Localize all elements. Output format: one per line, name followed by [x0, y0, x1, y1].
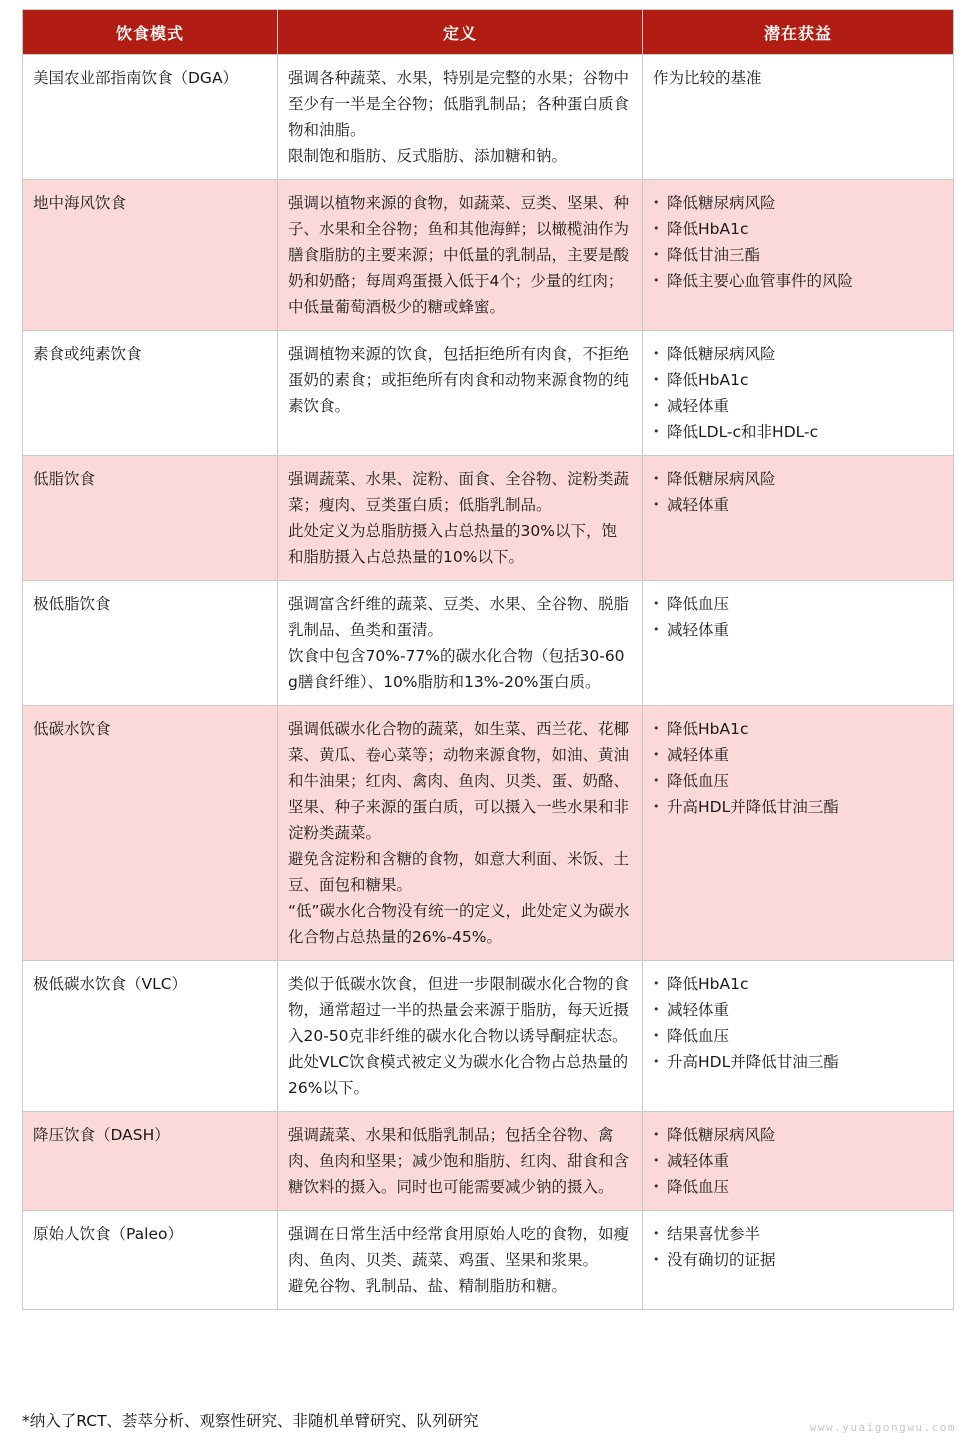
- benefit-text: 作为比较的基准: [653, 69, 762, 87]
- diet-pattern-cell: 极低脂饮食: [23, 581, 278, 706]
- benefit-item: • 降低血压: [653, 1023, 943, 1049]
- benefit-item: • 降低HbA1c: [653, 367, 943, 393]
- benefits-cell: [643, 1211, 954, 1310]
- diet-pattern-cell: 低碳水饮食: [23, 706, 278, 961]
- definition-cell: [278, 581, 643, 706]
- header-potential-benefits: 潜在获益: [643, 10, 954, 55]
- benefits-list: [653, 1122, 943, 1200]
- benefit-item: • 减轻体重: [653, 492, 943, 518]
- benefit-item: • 降低HbA1c: [653, 216, 943, 242]
- benefits-list: [653, 466, 943, 518]
- table-row: [23, 55, 954, 180]
- definition-cell: [278, 180, 643, 331]
- benefit-item: • 降低糖尿病风险: [653, 466, 943, 492]
- benefit-item: • 没有确切的证据: [653, 1247, 943, 1273]
- header-diet-pattern: 饮食模式: [23, 10, 278, 55]
- table-row: [23, 180, 954, 331]
- benefits-list: [653, 341, 943, 445]
- definition-paragraph: 强调蔬菜、水果和低脂乳制品；包括全谷物、禽肉、鱼肉和坚果；减少饱和脂肪、红肉、甜食和含糖饮料的摄入。同时也可能需要减少钠的摄入。: [288, 1126, 630, 1196]
- benefits-list: [653, 1221, 943, 1273]
- diet-pattern-cell: 地中海风饮食: [23, 180, 278, 331]
- benefit-item: • 降低血压: [653, 591, 943, 617]
- benefit-item: • 降低糖尿病风险: [653, 1122, 943, 1148]
- benefit-item: • 降低HbA1c: [653, 971, 943, 997]
- table-row: [23, 706, 954, 961]
- diet-pattern-cell: 极低碳水饮食（VLC）: [23, 961, 278, 1112]
- definition-paragraph: 强调植物来源的饮食，包括拒绝所有肉食，不拒绝蛋奶的素食；或拒绝所有肉食和动物来源食物的纯素饮食。: [288, 345, 630, 415]
- definition-cell: [278, 331, 643, 456]
- definition-paragraph: 避免谷物、乳制品、盐、精制脂肪和糖。: [288, 1277, 568, 1295]
- definition-paragraph: 强调低碳水化合物的蔬菜，如生菜、西兰花、花椰菜、黄瓜、卷心菜等；动物来源食物，如油、黄油和牛油果；红肉、禽肉、鱼肉、贝类、蛋、奶酪、坚果、种子来源的蛋白质，可以摄入一些水果和非淀粉类蔬菜。: [288, 720, 630, 842]
- definition-cell: [278, 456, 643, 581]
- diet-pattern-cell: 低脂饮食: [23, 456, 278, 581]
- table-body: [23, 55, 954, 1310]
- benefits-cell: [643, 706, 954, 961]
- diet-table-container: [22, 9, 953, 1310]
- benefit-item: • 降低糖尿病风险: [653, 341, 943, 367]
- header-definition: 定义: [278, 10, 643, 55]
- definition-paragraph: 避免含淀粉和含糖的食物，如意大利面、米饭、土豆、面包和糖果。: [288, 850, 630, 894]
- benefit-item: • 降低HbA1c: [653, 716, 943, 742]
- definition-cell: [278, 706, 643, 961]
- benefits-cell: [643, 581, 954, 706]
- benefits-cell: [643, 55, 954, 180]
- benefit-item: • 升高HDL并降低甘油三酯: [653, 794, 943, 820]
- definition-paragraph: 此处定义为总脂肪摄入占总热量的30%以下，饱和脂肪摄入占总热量的10%以下。: [288, 522, 617, 566]
- benefit-item: • 结果喜忧参半: [653, 1221, 943, 1247]
- definition-paragraph: 强调在日常生活中经常食用原始人吃的食物，如瘦肉、鱼肉、贝类、蔬菜、鸡蛋、坚果和浆果。: [288, 1225, 630, 1269]
- benefit-item: • 减轻体重: [653, 997, 943, 1023]
- definition-paragraph: 限制饱和脂肪、反式脂肪、添加糖和钠。: [288, 147, 568, 165]
- benefits-list: [653, 190, 943, 294]
- table-row: [23, 456, 954, 581]
- table-row: [23, 961, 954, 1112]
- table-row: [23, 581, 954, 706]
- definition-cell: [278, 1211, 643, 1310]
- benefit-item: • 降低血压: [653, 1174, 943, 1200]
- benefit-item: • 减轻体重: [653, 1148, 943, 1174]
- definition-paragraph: 强调以植物来源的食物，如蔬菜、豆类、坚果、种子、水果和全谷物；鱼和其他海鲜；以橄榄油作为膳食脂肪的主要来源；中低量的乳制品，主要是酸奶和奶酪；每周鸡蛋摄入低于4个；少量的红肉；中低量葡萄酒极少的糖或蜂蜜。: [288, 194, 630, 316]
- diet-pattern-cell: 美国农业部指南饮食（DGA）: [23, 55, 278, 180]
- benefit-item: • 减轻体重: [653, 393, 943, 419]
- table-row: [23, 1211, 954, 1310]
- definition-paragraph: 强调富含纤维的蔬菜、豆类、水果、全谷物、脱脂乳制品、鱼类和蛋清。: [288, 595, 630, 639]
- definition-cell: [278, 1112, 643, 1211]
- definition-cell: [278, 55, 643, 180]
- benefit-item: • 降低血压: [653, 768, 943, 794]
- definition-paragraph: “低”碳水化合物没有统一的定义，此处定义为碳水化合物占总热量的26%-45%。: [288, 902, 630, 946]
- benefit-item: • 减轻体重: [653, 742, 943, 768]
- definition-cell: [278, 961, 643, 1112]
- benefits-cell: [643, 456, 954, 581]
- benefit-item: • 降低主要心血管事件的风险: [653, 268, 943, 294]
- benefit-item: • 升高HDL并降低甘油三酯: [653, 1049, 943, 1075]
- diet-pattern-cell: 降压饮食（DASH）: [23, 1112, 278, 1211]
- definition-paragraph: 强调各种蔬菜、水果，特别是完整的水果；谷物中至少有一半是全谷物；低脂乳制品；各种蛋白质食物和油脂。: [288, 69, 630, 139]
- benefits-cell: [643, 180, 954, 331]
- definition-paragraph: 饮食中包含70%-77%的碳水化合物（包括30-60g膳食纤维）、10%脂肪和13%-20%蛋白质。: [288, 647, 625, 691]
- diet-pattern-cell: 原始人饮食（Paleo）: [23, 1211, 278, 1310]
- watermark: www.yuaigongwu.com: [809, 1421, 956, 1434]
- benefit-item: • 降低LDL-c和非HDL-c: [653, 419, 943, 445]
- definition-paragraph: 强调蔬菜、水果、淀粉、面食、全谷物、淀粉类蔬菜；瘦肉、豆类蛋白质；低脂乳制品。: [288, 470, 630, 514]
- table-row: [23, 1112, 954, 1211]
- table-row: [23, 331, 954, 456]
- benefit-item: • 降低糖尿病风险: [653, 190, 943, 216]
- benefit-item: • 降低甘油三酯: [653, 242, 943, 268]
- benefits-cell: [643, 1112, 954, 1211]
- benefits-cell: [643, 961, 954, 1112]
- benefits-list: [653, 971, 943, 1075]
- diet-pattern-cell: 素食或纯素饮食: [23, 331, 278, 456]
- benefits-list: [653, 591, 943, 643]
- benefit-item: • 减轻体重: [653, 617, 943, 643]
- diet-patterns-table: [22, 9, 954, 1310]
- table-header-row: [23, 10, 954, 55]
- footnote: *纳入了RCT、荟萃分析、观察性研究、非随机单臂研究、队列研究: [22, 1412, 479, 1430]
- definition-paragraph: 类似于低碳水饮食，但进一步限制碳水化合物的食物，通常超过一半的热量会来源于脂肪，每天近摄入20-50克非纤维的碳水化合物以诱导酮症状态。此处VLC饮食模式被定义为碳水化合物占总热量的26%以下。: [288, 975, 630, 1097]
- benefits-cell: [643, 331, 954, 456]
- benefits-list: [653, 716, 943, 820]
